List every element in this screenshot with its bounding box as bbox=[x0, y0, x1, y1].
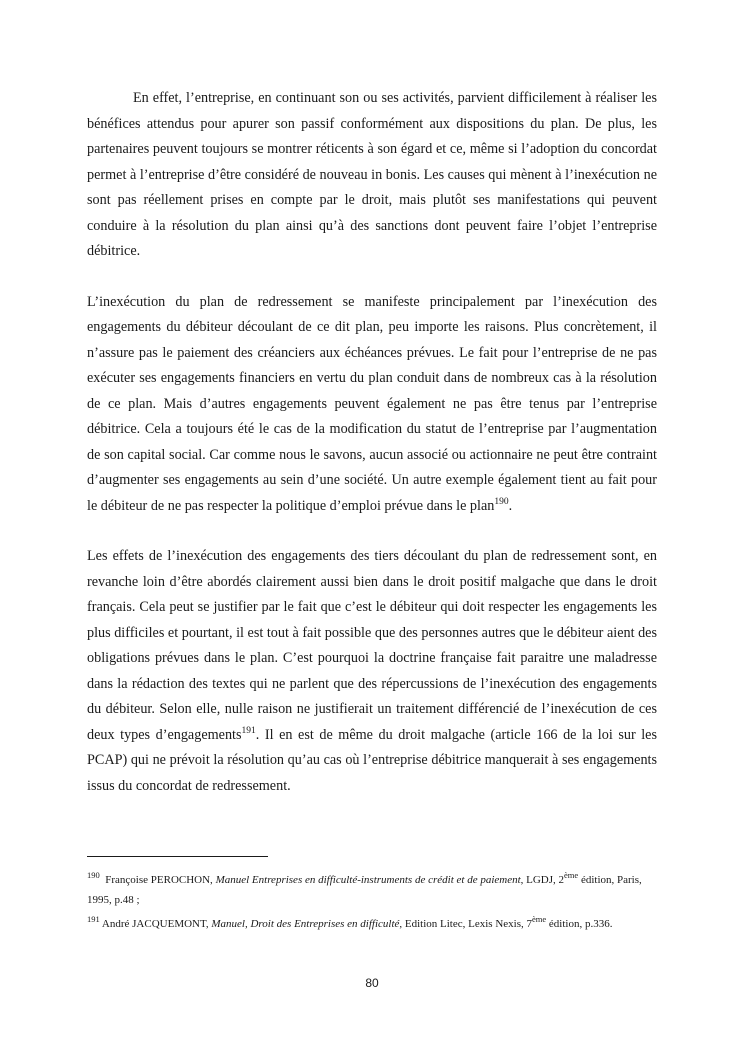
footnote-191 bbox=[87, 914, 657, 934]
footnote-190 bbox=[87, 870, 657, 910]
paragraph-3-text: Les effets de l’inexécution des engagements des tiers découlant du plan de redressement sont, en revanche loin d’être abordés clairement aussi bien dans le droit positif malgache que dans le droit français. Cela peut se justifier par le fait que c’est le débiteur qui doit respecter les engagements les plus difficiles et pourtant, il est tout à fait possible que des personnes autres que le débiteur aient des obligations prévues dans le plan. C’est pourquoi la doctrine française fait paraitre une maladresse dans la rédaction des textes qui ne parlent que des répercussions de l’inexécution des engagements du débiteur. Selon elle, nulle raison ne justifierait un traitement différencié de l’inexécution de ces deux types d’engagements bbox=[87, 548, 657, 743]
footnote-ref-191[interactable]: 191 bbox=[241, 725, 256, 736]
footnote-tail: édition, Paris, 1995, p.48 ; bbox=[87, 874, 642, 906]
page-number: 80 bbox=[365, 976, 379, 990]
footnote-superscript: ème bbox=[531, 914, 547, 924]
paragraph-2-text: L’inexécution du plan de redressement se manifeste principalement par l’inexécution des engagements du débiteur découlant de ce dit plan, peu importe les raisons. Plus concrètement, il n’assure pas le paiement des créanciers aux échéances prévues. Le fait pour l’entreprise de ne pas exécuter ses engagements financiers en vertu du plan conduit dans de nombreux cas à la résolution de ce plan. Mais d’autres engagements peuvent également ne pas être tenus par l’entreprise débitrice. Cela a toujours été le cas de la modification du statut de l’entreprise par l’augmentation de son capital social. Car comme nous le savons, aucun associé ou actionnaire ne peut être contraint d’augmenter ses engagements au sein d’une société. Un autre exemple également tient au fait pour le débiteur de ne pas respecter la politique d’emploi prévue dans le plan bbox=[87, 293, 657, 514]
page-body bbox=[87, 86, 657, 799]
footnote-author: André JACQUEMONT, bbox=[101, 918, 212, 930]
footnote-number: 191 bbox=[87, 914, 100, 924]
footnote-ref-190[interactable]: 190 bbox=[494, 496, 509, 507]
footnote-separator bbox=[87, 856, 268, 857]
footnote-number: 190 bbox=[87, 870, 100, 880]
footnote-publisher: , Edition Litec, Lexis Nexis, 7 bbox=[399, 918, 532, 930]
footnote-author: Françoise PEROCHON, bbox=[105, 874, 216, 886]
footnote-tail: édition, p.336. bbox=[546, 918, 613, 930]
paragraph-1: En effet, l’entreprise, en continuant son ou ses activités, parvient difficilement à réaliser les bénéfices attendus pour apurer son passif conformément aux dispositions du plan. De plus, les partenaires peuvent toujours se montrer réticents à son égard et ce, même si l’adoption du concordat permet à l’entreprise d’être considéré de nouveau in bonis. Les causes qui mènent à l’inexécution ne sont pas réellement prises en compte par le droit, mais plutôt ses manifestations qui peuvent conduire à la résolution du plan ainsi qu’à des sanctions dont peuvent faire l’objet l’entreprise débitrice. bbox=[87, 90, 657, 259]
footnote-title: Manuel Entreprises en difficulté-instruments de crédit et de paiement bbox=[215, 874, 521, 886]
footnote-superscript: ème bbox=[564, 870, 579, 880]
paragraph-2 bbox=[87, 290, 657, 520]
paragraph-3 bbox=[87, 544, 657, 799]
footnote-title: Manuel, Droit des Entreprises en difficulté bbox=[211, 918, 400, 930]
paragraph-3-end: . Il en est de même du droit malgache (article 166 de la loi sur les PCAP) qui ne prévoit la résolution qu’au cas où l’entreprise débitrice manquerait à ses engagements issus du concordat de redressement. bbox=[87, 726, 657, 794]
footnote-publisher: , LGDJ, 2 bbox=[520, 874, 565, 886]
footnotes bbox=[87, 870, 657, 938]
paragraph-2-end: . bbox=[508, 497, 513, 514]
